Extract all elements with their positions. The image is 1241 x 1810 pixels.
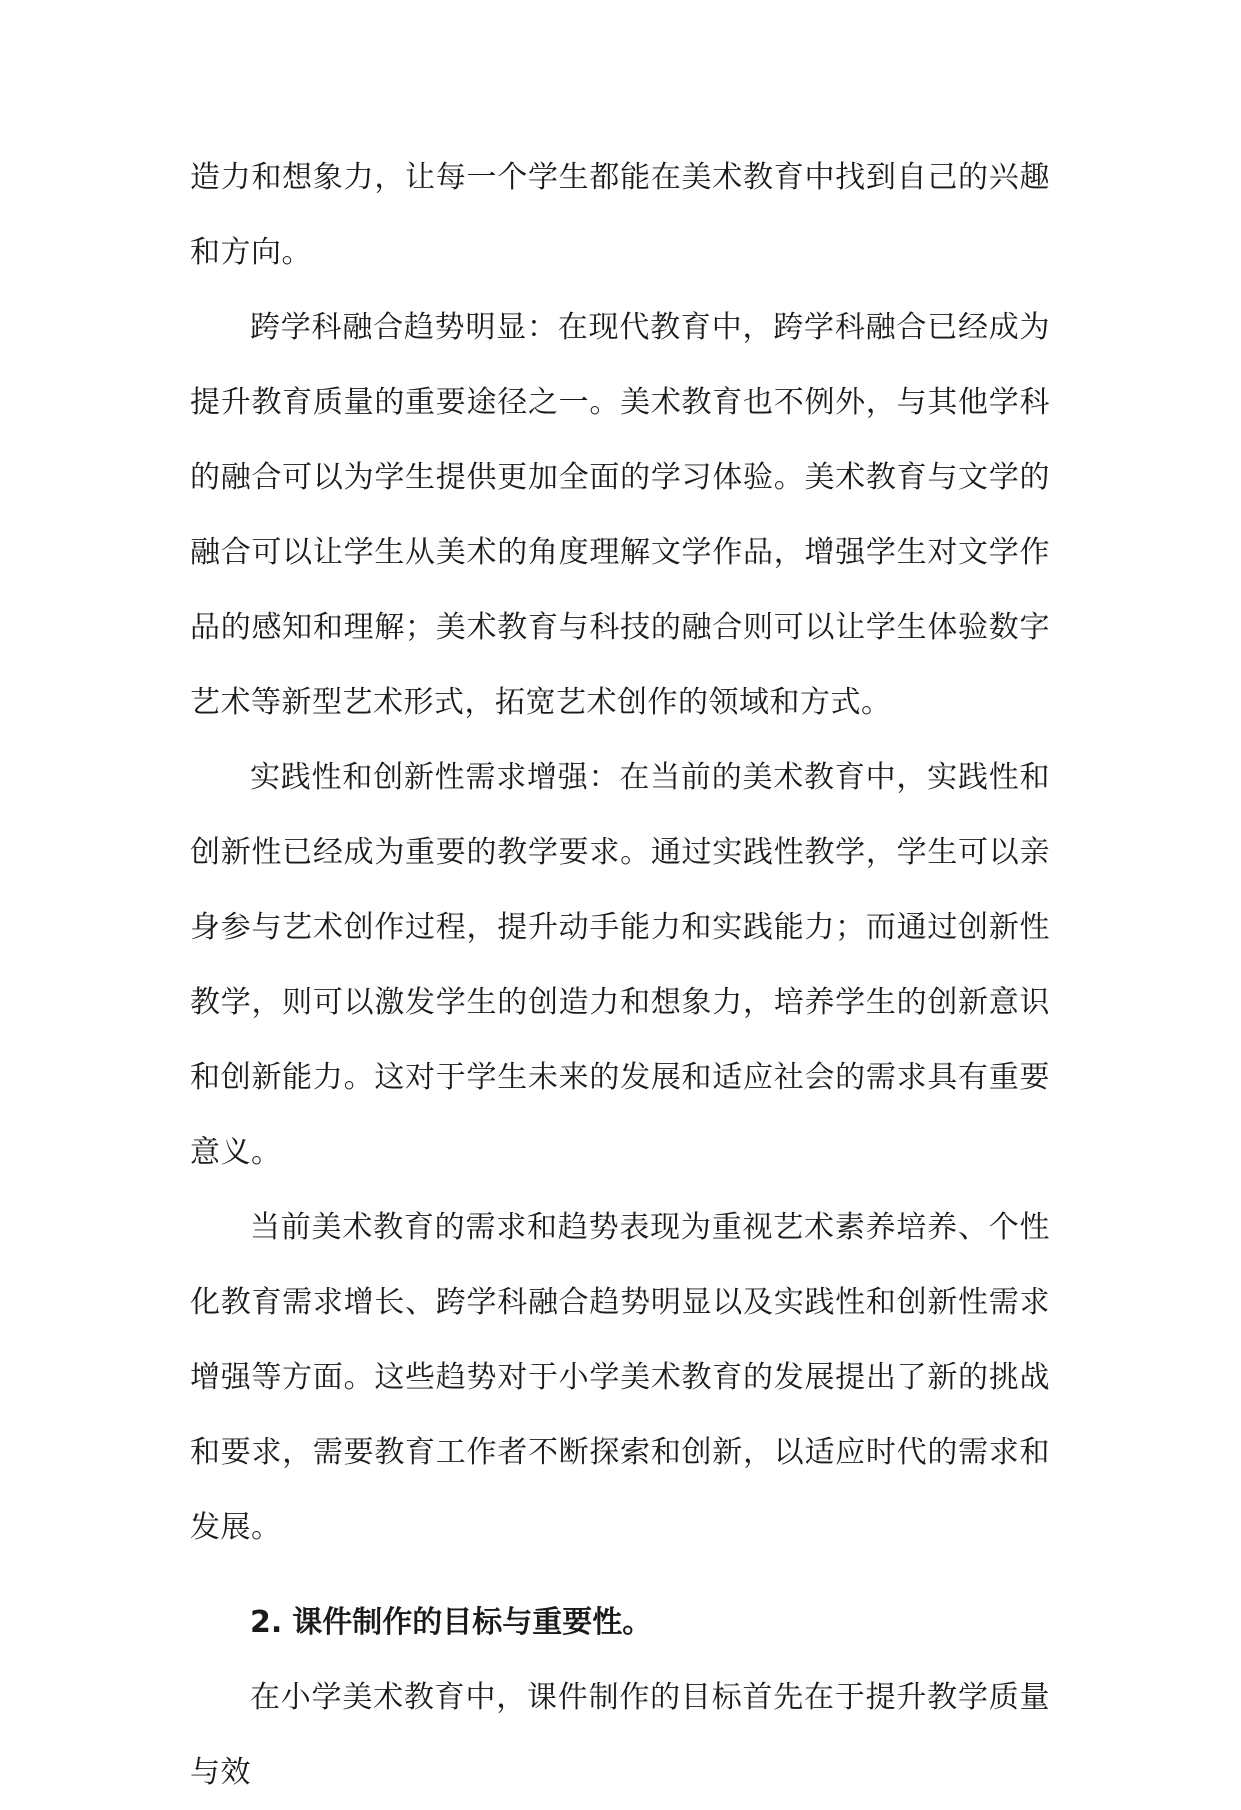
section-number: 2. bbox=[250, 1605, 283, 1640]
paragraph-practice-innovation: 实践性和创新性需求增强：在当前的美术教育中，实践性和创新性已经成为重要的教学要求。通过实践性教学，学生可以亲身参与艺术创作过程，提升动手能力和实践能力；而通过创新性教学，则可以激发学生的创造力和想象力，培养学生的创新意识和创新能力。这对于学生未来的发展和适应社会的需求具有重要意义。 bbox=[190, 760, 1050, 1170]
paragraph-summary: 当前美术教育的需求和趋势表现为重视艺术素养培养、个性化教育需求增长、跨学科融合趋势明显以及实践性和创新性需求增强等方面。这些趋势对于小学美术教育的发展提出了新的挑战和要求，需要教育工作者不断探索和创新，以适应时代的需求和发展。 bbox=[190, 1210, 1050, 1545]
document-body bbox=[190, 140, 1050, 1810]
paragraph-interdisciplinary: 跨学科融合趋势明显：在现代教育中，跨学科融合已经成为提升教育质量的重要途径之一。美术教育也不例外，与其他学科的融合可以为学生提供更加全面的学习体验。美术教育与文学的融合可以让学生从美术的角度理解文学作品，增强学生对文学作品的感知和理解；美术教育与科技的融合则可以让学生体验数字艺术等新型艺术形式，拓宽艺术创作的领域和方式。 bbox=[190, 310, 1050, 720]
paragraph-continuation: 造力和想象力，让每一个学生都能在美术教育中找到自己的兴趣和方向。 bbox=[190, 160, 1050, 270]
paragraph-courseware-goal: 在小学美术教育中，课件制作的目标首先在于提升教学质量与效 bbox=[190, 1680, 1050, 1790]
section-title: 课件制作的目标与重要性。 bbox=[292, 1605, 653, 1640]
section-heading bbox=[190, 1585, 1050, 1660]
